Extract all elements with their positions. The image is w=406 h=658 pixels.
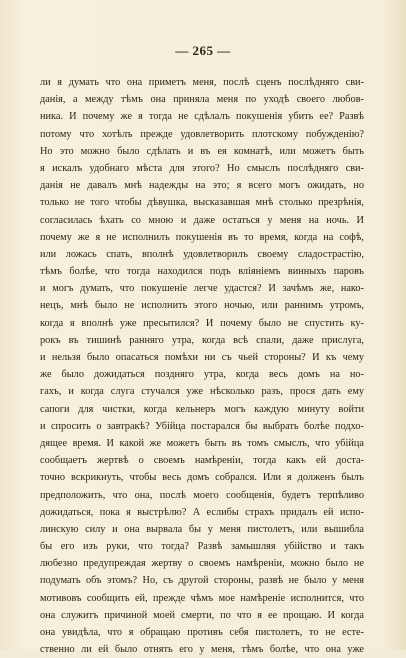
text-line: линскую силу и она вырвала бы у меня пистолетъ, или вышибла [40, 523, 364, 535]
text-line: согласилась ѣхать со мною и даже остаться у меня на ночь. И [40, 214, 364, 226]
text-line: ника. И почему же я тогда не сдѣлалъ покушенія убить ее? Развѣ [40, 111, 364, 123]
text-line: она служитъ причиной моей смерти, по что я ее прощаю. И когда [40, 609, 364, 621]
text-line: данія не давалъ мнѣ надежды на это; я всего могъ ожидать, но [40, 180, 364, 192]
text-line: Но это можно было сдѣлать и въ ея комнатѣ, или можетъ быть [40, 145, 364, 157]
text-line: ственно ли ей было отнять его у меня, тѣмъ болѣе, что она уже [40, 644, 364, 656]
text-line: данія, а между тѣмъ она приняла меня по уходѣ своего любов- [40, 94, 364, 106]
text-line: точно вскрикнуть, чтобы весь домъ собрался. Или я долженъ былъ [40, 472, 364, 484]
text-line: нецъ, мнѣ было не исполнить этого ночью, или раннимъ утромъ, [40, 300, 364, 312]
text-line: она увидѣла, что я обращаю противъ себя пистолетъ, то не есте- [40, 627, 364, 638]
text-line: сапоги для чистки, когда кельнеръ могъ каждую минуту войти [40, 403, 364, 415]
text-line: ли я думать что она приметъ меня, послѣ сценъ послѣдняго сви- [40, 77, 364, 88]
body-text [40, 74, 364, 658]
text-line: и спросить о завтракѣ? Убійца постарался бы выбрать болѣе подхо- [40, 420, 364, 432]
text-line: я искалъ удобнаго мѣста для этого? Но смыслъ послѣдняго сви- [40, 162, 364, 174]
text-line: предположить, что она, послѣ моего сообщенія, будетъ терпѣливо [40, 489, 364, 501]
text-line: рокъ въ тишинѣ ранняго утра, когда всѣ спали, даже прислуга, [40, 334, 364, 346]
text-line: потому что хотѣлъ прежде удовлетворить плотскому побужденію? [40, 128, 364, 140]
page-number: — 265 — [175, 43, 231, 58]
text-line: или ложась спать, вполнѣ удовлетворилъ своему сладострастію, [40, 248, 364, 260]
text-line: почему же я не исполнилъ покушенія въ то время, когда на софѣ, [40, 231, 364, 243]
text-line: только не того чтобы дѣвушка, высказавшая мнѣ столько презрѣнія, [40, 197, 364, 209]
text-line: бы его изъ руки, что тогда? Развѣ замышляя убійство и такъ [40, 541, 364, 553]
text-line: дожидаться, пока я выстрѣлю? А еслибы страхъ придалъ ей испо- [40, 506, 364, 518]
text-line: когда я вполнѣ уже пресытился? И почему было не спустить ку- [40, 317, 364, 329]
text-line: дящее время. И какой же можетъ быть въ томъ смыслъ, что убійца [40, 437, 364, 449]
text-line: и нельзя было опасаться помѣхи ни съ чьей стороны? И къ чему [40, 352, 364, 363]
text-line: же было дожидаться поздняго утра, когда весь домъ на но- [40, 369, 364, 381]
text-line: любезно предупреждая жертву о своемъ намѣреніи, можно было не [40, 558, 364, 570]
text-line: мотивовъ сообщить ей, прежде чѣмъ мое намѣреніе исполнится, что [40, 592, 364, 604]
text-line: гахъ, и когда слуга стучался уже нѣсколько разъ, прося дать ему [40, 386, 364, 398]
text-line: сообщаетъ жертвѣ о своемъ намѣреніи, тогда какъ ей доста- [40, 455, 364, 467]
text-line: тѣмъ болѣе, что тогда находился подъ вліяніемъ винныхъ паровъ [40, 266, 364, 278]
text-line: и могъ думать, что покушеніе легче удастся? И зачѣмъ же, нако- [40, 283, 364, 295]
text-line: подумать объ этомъ? Но, съ другой стороны, развѣ не было у меня [40, 575, 364, 587]
